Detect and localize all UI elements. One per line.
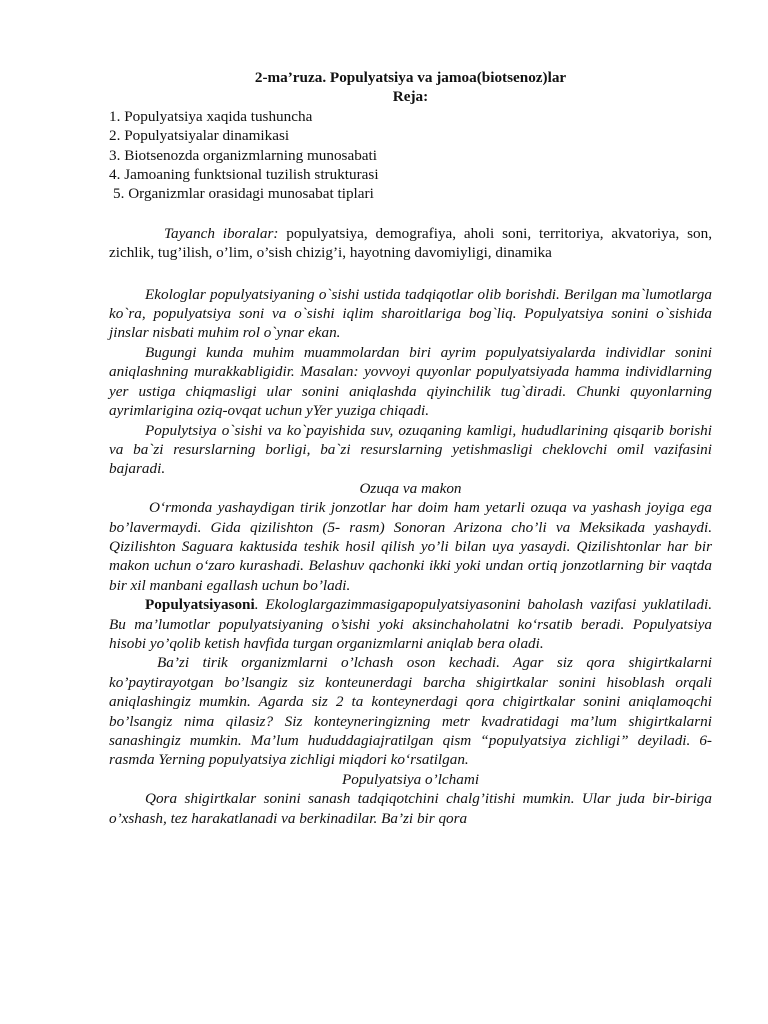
keywords-label: Tayanch iboralar: [164,224,279,242]
plan-item: 2. Populyatsiyalar dinamikasi [109,127,290,145]
lecture-title: 2-ma’ruza. Populyatsiya va jamoa(biotsenoz)lar [254,69,567,86]
section-subheading: Populyatsiya o’lchami [341,770,480,788]
body-paragraph: Ekologlar populyatsiyaning o`sishi ustida tadqiqotlar olib borishdi. Berilgan ma`lumotlarga ko`ra, populyatsiya soni va o`sishi iqlim sharoitlariga bog`liq. Populyatsiya sonini o`sishida jinslar nisbati muhim rol o`ynar ekan. [109,285,712,342]
body-paragraph: O‘rmonda yashaydigan tirik jonzotlar har doim ham yetarli ozuqa va yashash joyiga ega bo’lavermaydi. Gida qizilishton (5- rasm) Sonoran Arizona cho’li va Meksikada yashaydi. Qizilishton Saguara kaktusida teshik hosil qilish yo’li bilan uya yasaydi. Qizilishtonlar har bir makon uchun o‘zaro kurashadi. Belashuv qachonki ikki yoki undan ortiq jonzotlarning bir vaqtda bir xil manbani egallash uchun bo’ladi. [109,499,712,594]
plan-list [109,107,712,204]
section-subheading: Ozuqa va makon [359,479,462,497]
paragraph-lead-term: Populyatsiyasoni [145,596,255,614]
plan-item: 4. Jamoaning funktsional tuzilish strukturasi [109,166,379,184]
keywords-paragraph [109,224,712,263]
paragraph-text: . Ekologlargazimmasigapopulyatsiyasonini baholash vazifasi yuklatiladi. Bu ma’lumotlar populyatsiyaning o’sishi yoki aksinchaholatni ko‘rsatib beradi. Populyatsiya hisobi yo’qolib ketish havfida turgan organizmlarni aniqlab bera oladi. [109,596,712,652]
body-paragraph: Populytsiya o`sishi va ko`payishida suv, ozuqaning kamligi, hududlarining qisqarib borishi va ba`zi resurslarning borligi, ba`zi resurslarning yetishmasligi cheklovchi omil vazifasini bajaradi. [109,421,712,478]
body-paragraph [109,595,712,653]
body-paragraph: Bugungi kunda muhim muammolardan biri ayrim populyatsiyalarda individlar sonini aniqlashning murakkabligidir. Masalan: yovvoyi quyonlar populyatsiyada hamma individlarning yer ustiga chiqmasligi ular sonini aniqlashda qiyinchilik tug`diradi. Chunki quyonlarning ayrimlarigina oziq-ovqat uchun yYer yuziga chiqadi. [109,343,712,420]
body-paragraph: Qora shigirtkalar sonini sanash tadqiqotchini chalg’itishi mumkin. Ular juda bir-biriga o’xshash, tez harakatlanadi va berkinadilar. Ba’zi bir qora [109,790,712,827]
body-paragraph: Ba’zi tirik organizmlarni o’lchash oson kechadi. Agar siz qora shigirtkalarni ko’paytirayotgan bo’lsangiz siz konteunerdagi barcha shigirtkalar sonini hisoblash orqali aniqlashingiz mumkin. Agarda siz 2 ta konteynerdagi qora chigirtkalar sonini aniqlamoqchi bo’lsangiz nima qilasiz? Siz konteyneringizning metr kvadratidagi ma’lum shigirtkalarni sanashingiz mumkin. Ma’lum hududdagiajratilgan qism “populyatsiya zichligi” deyiladi. 6-rasmda Yerning populyatsiya zichligi miqdori ko‘rsatilgan. [109,654,712,769]
plan-item: 5. Organizmlar orasidagi munosabat tiplari [113,185,374,203]
plan-item: 1. Populyatsiya xaqida tushuncha [109,107,313,125]
plan-heading: Reja: [392,88,429,106]
keywords-text: populyatsiya, demografiya, aholi soni, territoriya, akvatoriya, son, zichlik, tug’ilish, o’lim, o’sish chizig’i, hayotning davomiyligi, dinamika [109,224,712,262]
plan-item: 3. Biotsenozda organizmlarning munosabati [109,146,377,164]
